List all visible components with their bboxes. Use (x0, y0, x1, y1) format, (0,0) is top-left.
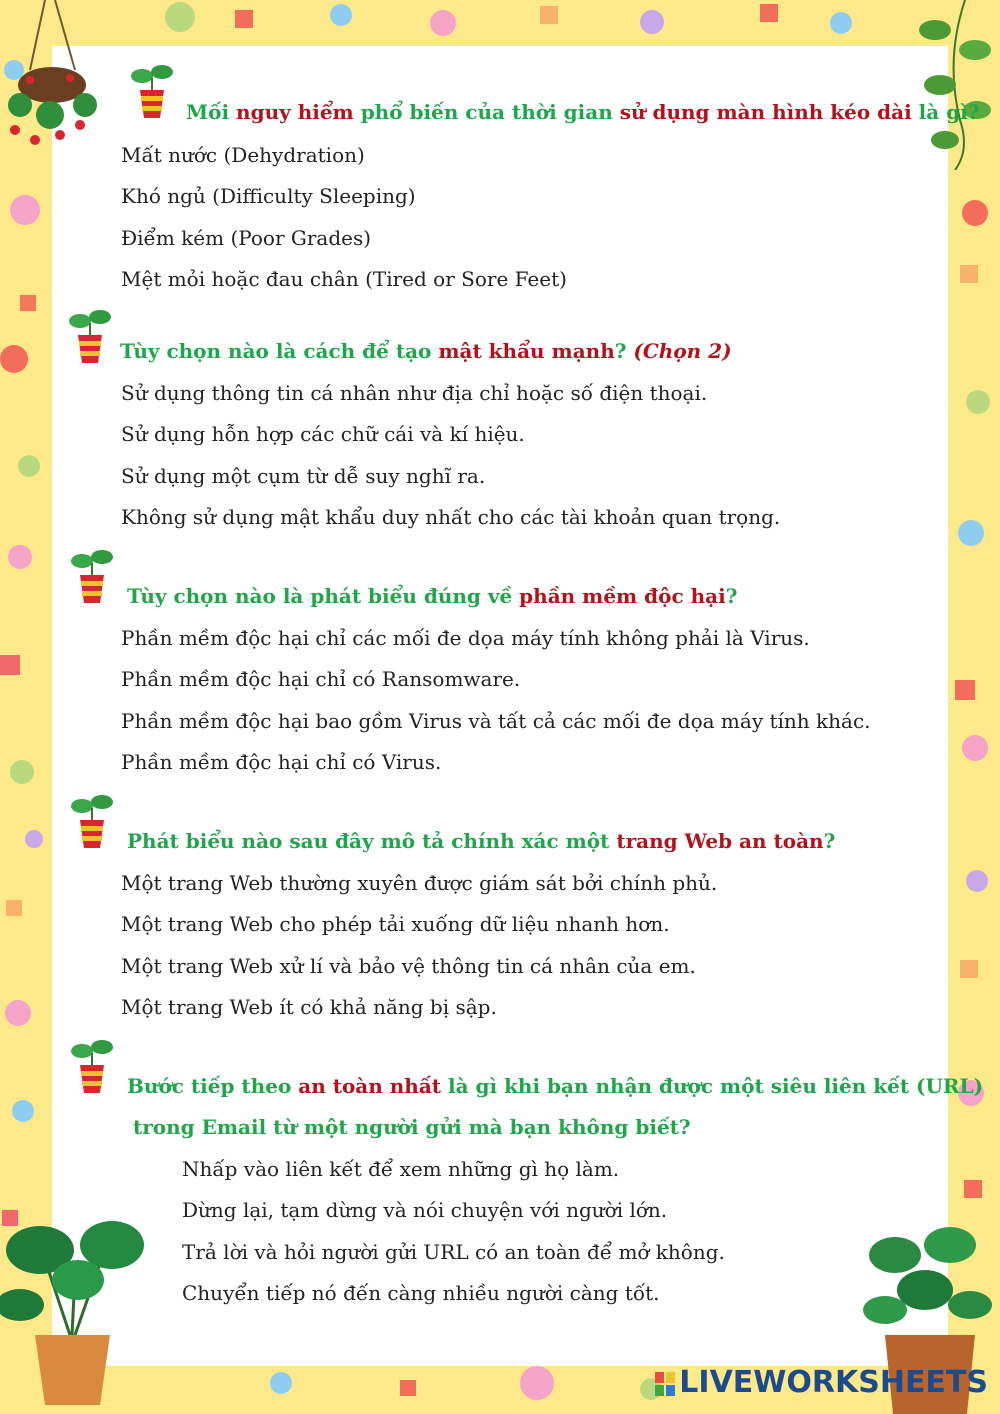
question-5-option-3[interactable]: Trả lời và hỏi người gửi URL có an toàn để mở không. (182, 1240, 725, 1264)
logo-mark-icon (655, 1372, 675, 1396)
question-2-option-4[interactable]: Không sử dụng mật khẩu duy nhất cho các tài khoản quan trọng. (121, 505, 781, 529)
title-text: Mối (186, 100, 237, 124)
question-5-plant-icon (62, 1035, 122, 1095)
title-text: Tùy chọn nào là phát biểu đúng về (127, 584, 520, 608)
confetti-square (6, 900, 22, 916)
hanging-plant-icon (0, 0, 110, 160)
title-text: Tùy chọn nào là cách để tạo (120, 339, 439, 363)
question-2-option-1[interactable]: Sử dụng thông tin cá nhân như địa chỉ hoặc số điện thoại. (121, 381, 708, 405)
confetti-dot (10, 760, 34, 784)
question-2-option-2[interactable]: Sử dụng hỗn hợp các chữ cái và kí hiệu. (121, 422, 525, 446)
question-5-option-2[interactable]: Dừng lại, tạm dừng và nói chuyện với người lớn. (182, 1198, 668, 1222)
title-text: phổ biến của thời gian (353, 100, 620, 124)
question-3-option-4[interactable]: Phần mềm độc hại chỉ có Virus. (121, 750, 442, 774)
confetti-dot (966, 390, 990, 414)
confetti-dot (962, 200, 988, 226)
confetti-square (540, 6, 558, 24)
title-text: ? (823, 829, 836, 853)
question-4-option-4[interactable]: Một trang Web ít có khả năng bị sập. (121, 995, 497, 1019)
question-3-option-1[interactable]: Phần mềm độc hại chỉ các mối đe dọa máy tính không phải là Virus. (121, 626, 810, 650)
title-highlight: sử dụng màn hình kéo dài (619, 100, 912, 124)
title-highlight: trang Web an toàn (616, 829, 824, 853)
question-1-option-4[interactable]: Mệt mỏi hoặc đau chân (Tired or Sore Feet) (121, 267, 567, 291)
liveworksheets-logo (655, 1365, 988, 1400)
title-highlight: phần mềm độc hại (519, 584, 726, 608)
confetti-dot (640, 10, 664, 34)
question-2-plant-icon (60, 305, 120, 365)
confetti-dot (12, 1100, 34, 1122)
title-highlight: mật khẩu mạnh (438, 339, 615, 363)
question-5-option-1[interactable]: Nhấp vào liên kết để xem những gì họ làm. (182, 1157, 620, 1181)
question-3-option-2[interactable]: Phần mềm độc hại chỉ có Ransomware. (121, 667, 521, 691)
confetti-square (960, 960, 978, 978)
confetti-square (955, 680, 975, 700)
confetti-dot (0, 345, 28, 373)
confetti-dot (270, 1372, 292, 1394)
confetti-dot (430, 10, 456, 36)
title-highlight: an toàn nhất (298, 1074, 442, 1098)
title-text: Bước tiếp theo (127, 1074, 299, 1098)
confetti-square (20, 295, 36, 311)
question-1-option-3[interactable]: Điểm kém (Poor Grades) (121, 226, 372, 250)
question-5-option-4[interactable]: Chuyển tiếp nó đến càng nhiều người càng tốt. (182, 1281, 660, 1305)
confetti-dot (10, 195, 40, 225)
confetti-dot (5, 1000, 31, 1026)
confetti-dot (958, 520, 984, 546)
question-1-option-2[interactable]: Khó ngủ (Difficulty Sleeping) (121, 184, 416, 208)
confetti-square (964, 1180, 982, 1198)
title-text: ? (614, 339, 634, 363)
confetti-dot (830, 12, 852, 34)
title-text: ? (725, 584, 738, 608)
question-2-option-3[interactable]: Sử dụng một cụm từ dễ suy nghĩ ra. (121, 464, 486, 488)
title-highlight: nguy hiểm (236, 100, 354, 124)
question-3-option-3[interactable]: Phần mềm độc hại bao gồm Virus và tất cả các mối đe dọa máy tính khác. (121, 709, 871, 733)
question-5-title-line2: trong Email từ một người gửi mà bạn không biết? (133, 1115, 691, 1139)
question-4-title (127, 829, 835, 853)
question-3-plant-icon (62, 545, 122, 605)
vine-plant-icon (905, 0, 1000, 170)
confetti-dot (966, 870, 988, 892)
question-2-title (120, 339, 732, 363)
confetti-dot (18, 455, 40, 477)
confetti-dot (330, 4, 352, 26)
title-text: là gì? (911, 100, 980, 124)
question-3-title (127, 584, 737, 608)
question-4-plant-icon (62, 790, 122, 850)
title-note: (Chọn 2) (633, 339, 732, 363)
confetti-dot (962, 735, 988, 761)
confetti-square (760, 4, 778, 22)
title-text: là gì khi bạn nhận được một siêu liên kết (URL) (441, 1074, 984, 1098)
confetti-square (400, 1380, 416, 1396)
logo-text: LIVEWORKSHEETS (679, 1365, 988, 1400)
confetti-square (235, 10, 253, 28)
confetti-dot (25, 830, 43, 848)
confetti-dot (8, 545, 32, 569)
confetti-square (960, 265, 978, 283)
confetti-square (0, 655, 20, 675)
title-text: Phát biểu nào sau đây mô tả chính xác một (127, 829, 617, 853)
question-4-option-3[interactable]: Một trang Web xử lí và bảo vệ thông tin cá nhân của em. (121, 954, 696, 978)
question-5-title (127, 1074, 983, 1098)
confetti-dot (165, 2, 195, 32)
question-1-plant-icon (122, 60, 182, 120)
monstera-plant-icon (0, 1205, 160, 1414)
question-4-option-2[interactable]: Một trang Web cho phép tải xuống dữ liệu nhanh hơn. (121, 912, 670, 936)
question-1-option-1[interactable]: Mất nước (Dehydration) (121, 143, 365, 167)
question-4-option-1[interactable]: Một trang Web thường xuyên được giám sát bởi chính phủ. (121, 871, 718, 895)
question-1-title (186, 100, 980, 124)
confetti-dot (520, 1366, 554, 1400)
